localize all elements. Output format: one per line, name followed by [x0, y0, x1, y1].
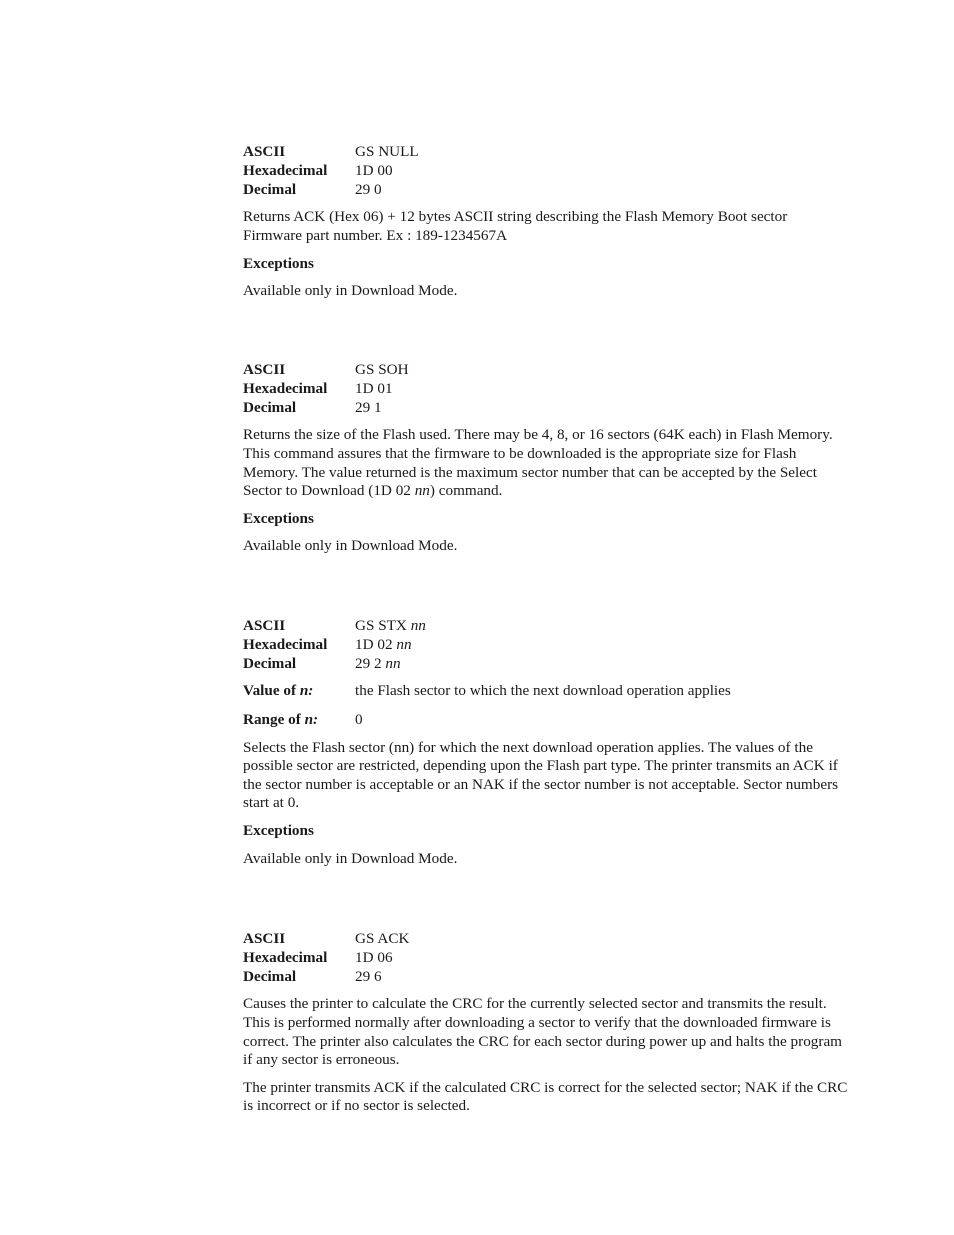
hex-label: Hexadecimal [243, 635, 328, 653]
decimal-label: Decimal [243, 180, 297, 198]
decimal-value [355, 655, 849, 674]
range-of-n-row [243, 711, 849, 730]
hex-value: 1D 06 [355, 948, 393, 966]
value-of-n-row [243, 682, 849, 701]
description [243, 426, 849, 500]
hex-value: 1D 01 [355, 379, 393, 397]
range-of-n-label [243, 711, 355, 730]
exceptions-text: Available only in Download Mode. [243, 282, 458, 300]
command-codes [243, 617, 849, 673]
command-codes [243, 143, 849, 199]
command-codes [243, 361, 849, 417]
hex-value: 1D 00 [355, 161, 393, 179]
ascii-param: nn [410, 617, 426, 634]
hex-label: Hexadecimal [243, 379, 328, 397]
decimal-label: Decimal [243, 398, 297, 416]
hex-row [243, 949, 849, 968]
command-gs-stx [243, 617, 849, 868]
exceptions-text: Available only in Download Mode. [243, 537, 458, 555]
hex-value-text: 1D 02 [355, 635, 397, 653]
ascii-value: GS NULL [355, 143, 419, 160]
value-of-n-text: the Flash sector to which the next download operation applies [355, 682, 731, 700]
command-gs-soh [243, 361, 849, 556]
ascii-label: ASCII [243, 143, 286, 160]
decimal-label: Decimal [243, 654, 297, 672]
command-codes [243, 930, 849, 986]
value-of-var: n: [299, 682, 314, 700]
ascii-row [243, 361, 849, 380]
exceptions-heading: Exceptions [243, 821, 314, 839]
decimal-value: 29 0 [355, 180, 382, 198]
decimal-row [243, 181, 849, 200]
range-of-n-text: 0 [355, 710, 363, 728]
exceptions-heading: Exceptions [243, 509, 314, 527]
description: Causes the printer to calculate the CRC for the currently selected sector and transmits the result. This is performed normally after downloading a sector to verify that the downloaded firmware is correct. The printer also calculates the CRC for each sector during power up and halts the program if any sector is erroneous. [243, 995, 842, 1069]
ascii-label: ASCII [243, 361, 286, 378]
ascii-value [355, 617, 849, 636]
command-gs-null [243, 143, 849, 301]
exceptions-heading: Exceptions [243, 254, 314, 272]
description: Selects the Flash sector (nn) for which the next download operation applies. The values of the possible sector are restricted, depending upon the Flash part type. The printer transmits an ACK if the sector number is acceptable or an NAK if the sector number is not acceptable. Sector numbers start at 0. [243, 738, 839, 812]
hex-label: Hexadecimal [243, 161, 328, 179]
decimal-value: 29 1 [355, 398, 382, 416]
decimal-value: 29 6 [355, 967, 382, 985]
command-gs-ack [243, 930, 849, 1116]
ascii-value-text: GS STX [355, 617, 411, 634]
description-param: nn [414, 482, 430, 500]
decimal-row [243, 655, 849, 674]
hex-param: nn [396, 635, 412, 653]
ascii-row [243, 617, 849, 636]
description-text-end: ) command. [429, 482, 503, 500]
range-of-var: n: [304, 710, 319, 728]
hex-row [243, 636, 849, 655]
description: Returns ACK (Hex 06) + 12 bytes ASCII string describing the Flash Memory Boot sector Firmware part number. Ex : 189-1234567A [243, 208, 788, 244]
ascii-row [243, 930, 849, 949]
ascii-value: GS ACK [355, 930, 410, 947]
description-text: Returns the size of the Flash used. There may be 4, 8, or 16 sectors (64K each) in Flash Memory. This command assures that the firmware to be downloaded is the appropriate size for Flash Memory. The value returned is the maximum sector number that can be accepted by the Select Sector to Download (1D 02 [243, 426, 833, 500]
description-2: The printer transmits ACK if the calculated CRC is correct for the selected sector; NAK if the CRC is incorrect or if no sector is selected. [243, 1078, 848, 1115]
ascii-label: ASCII [243, 930, 286, 947]
hex-row [243, 162, 849, 181]
value-of-n-label [243, 682, 355, 701]
exceptions-text: Available only in Download Mode. [243, 849, 458, 867]
ascii-row [243, 143, 849, 162]
ascii-label: ASCII [243, 617, 286, 634]
decimal-label: Decimal [243, 967, 297, 985]
hex-value [355, 636, 849, 655]
decimal-param: nn [385, 654, 401, 672]
decimal-value-text: 29 2 [355, 654, 386, 672]
decimal-row [243, 968, 849, 987]
value-of-label-text: Value of [243, 682, 300, 700]
decimal-row [243, 399, 849, 418]
hex-row [243, 380, 849, 399]
hex-label: Hexadecimal [243, 948, 328, 966]
range-of-label-text: Range of [243, 710, 305, 728]
ascii-value: GS SOH [355, 361, 409, 378]
